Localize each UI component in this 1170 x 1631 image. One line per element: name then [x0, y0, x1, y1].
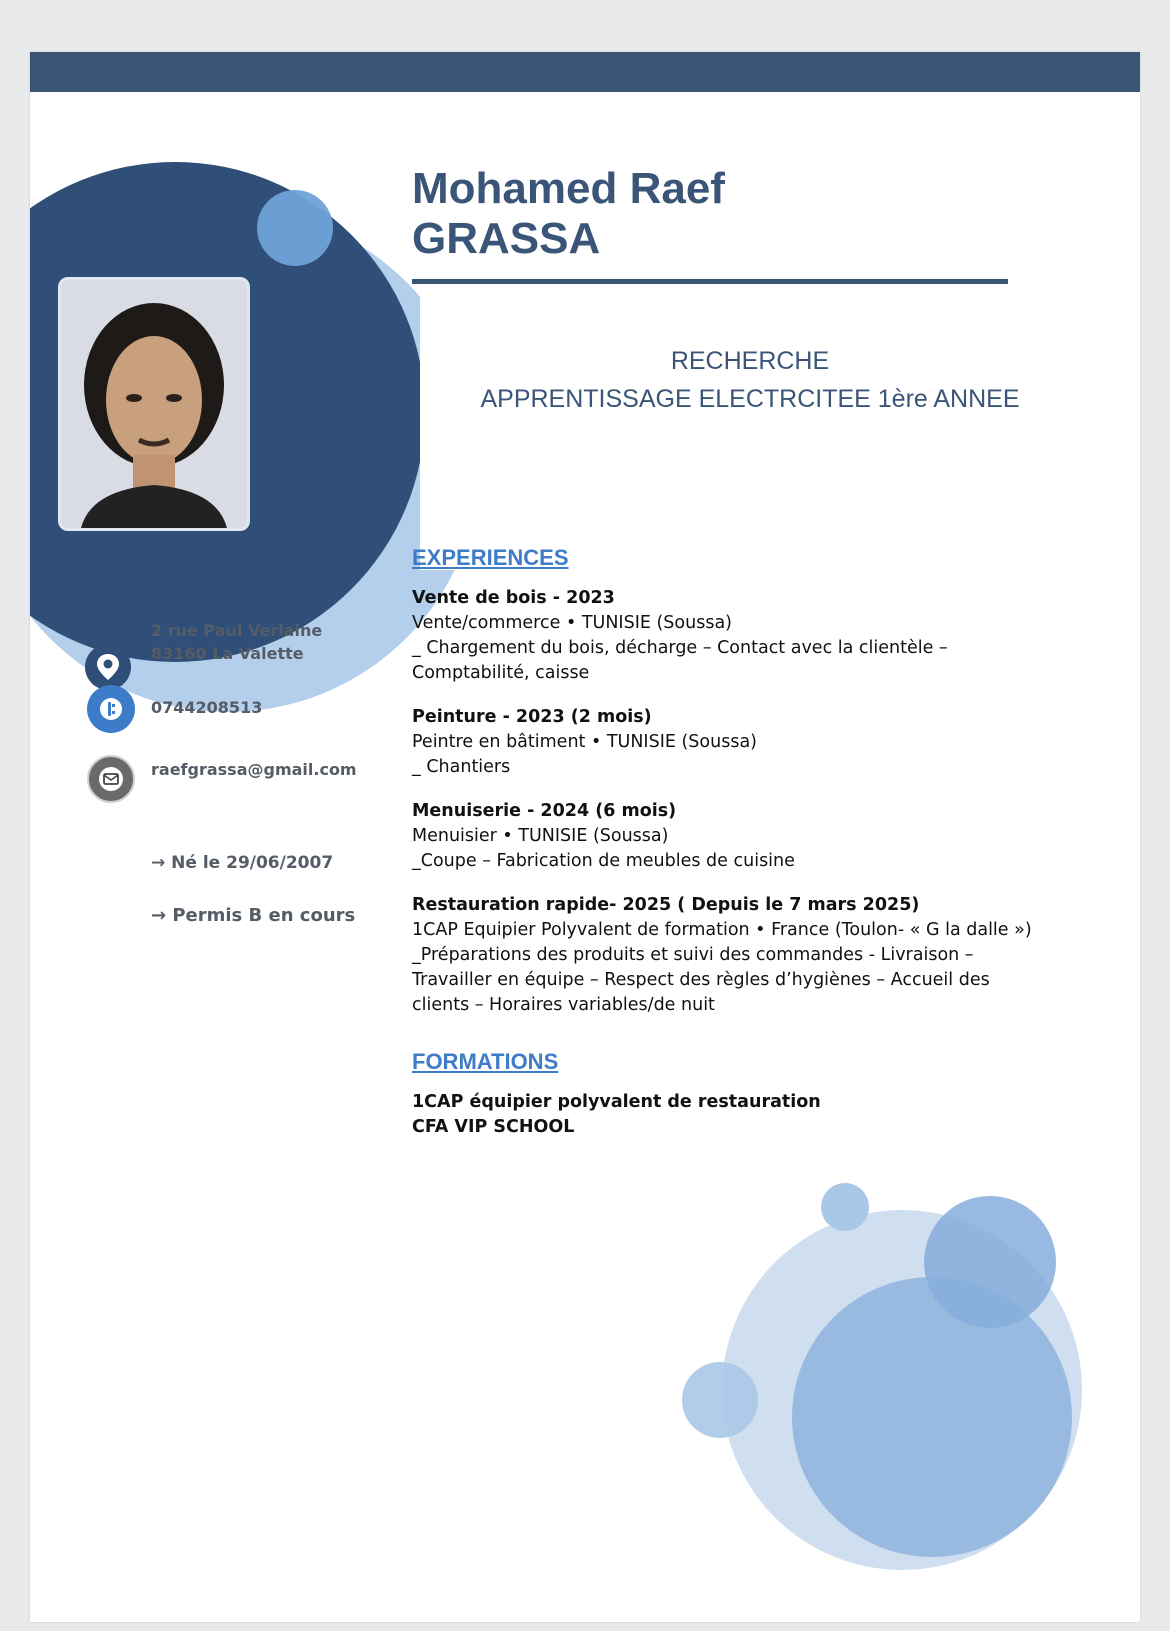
experiences-list	[412, 586, 1052, 1037]
experience-role: Menuisier • TUNISIE (Soussa)	[412, 826, 669, 846]
text-mask	[420, 280, 1140, 570]
phone-number: 0744208513	[151, 698, 263, 717]
driving-license: → Permis B en cours	[151, 905, 356, 926]
formation-line2: CFA VIP SCHOOL	[412, 1117, 575, 1137]
formations-list	[412, 1090, 821, 1140]
experience-item	[412, 893, 1052, 1018]
experience-title: Vente de bois - 2023	[412, 588, 615, 608]
bottom-top-circle	[924, 1196, 1056, 1328]
experience-item	[412, 586, 1052, 686]
address	[151, 619, 322, 665]
experience-role: Vente/commerce • TUNISIE (Soussa)	[412, 613, 732, 633]
last-name: GRASSA	[412, 214, 601, 263]
email-address: raefgrassa@gmail.com	[151, 760, 357, 779]
bottom-small-circle	[682, 1362, 758, 1438]
address-line2: 83160 La Valette	[151, 644, 304, 663]
bottom-mid-circle	[792, 1277, 1072, 1557]
experiences-heading: EXPERIENCES	[412, 545, 569, 570]
profile-photo	[58, 277, 250, 531]
experience-detail: _Coupe – Fabrication de meubles de cuisine	[412, 851, 795, 871]
formation-line1: 1CAP équipier polyvalent de restauration	[412, 1092, 821, 1112]
candidate-name	[412, 164, 725, 264]
formations-heading: FORMATIONS	[412, 1049, 559, 1074]
bottom-tiny-circle	[821, 1183, 869, 1231]
experience-role: 1CAP Equipier Polyvalent de formation • France (Toulon- « G la dalle »)	[412, 920, 1032, 940]
experience-title: Menuiserie - 2024 (6 mois)	[412, 801, 677, 821]
email-icon	[87, 755, 135, 803]
small-accent-circle	[257, 190, 333, 266]
address-line1: 2 rue Paul Verlaine	[151, 621, 323, 640]
experience-detail: _ Chantiers	[412, 757, 511, 777]
phone-icon	[87, 685, 135, 733]
experience-title: Peinture - 2023 (2 mois)	[412, 707, 652, 727]
objective	[460, 342, 1040, 418]
name-divider	[412, 279, 1008, 284]
birth-date: → Né le 29/06/2007	[151, 853, 334, 873]
location-pin-icon	[85, 644, 131, 690]
experience-item	[412, 705, 1052, 780]
objective-line1: RECHERCHE	[670, 347, 830, 375]
experience-detail: _Préparations des produits et suivi des commandes - Livraison – Travailler en équipe – Respect des règles d’hygiènes – Accueil des clients – Horaires variables/de nuit	[412, 945, 990, 1015]
experience-item	[412, 799, 1052, 874]
experience-detail: _ Chargement du bois, décharge – Contact avec la clientèle – Comptabilité, caisse	[412, 638, 948, 683]
experience-role: Peintre en bâtiment • TUNISIE (Soussa)	[412, 732, 758, 752]
first-name: Mohamed Raef	[412, 164, 725, 213]
resume-page	[30, 52, 1140, 1622]
objective-line2: APPRENTISSAGE ELECTRCITEE 1ère ANNEE	[480, 385, 1020, 413]
experience-title: Restauration rapide- 2025 ( Depuis le 7 mars 2025)	[412, 895, 920, 915]
